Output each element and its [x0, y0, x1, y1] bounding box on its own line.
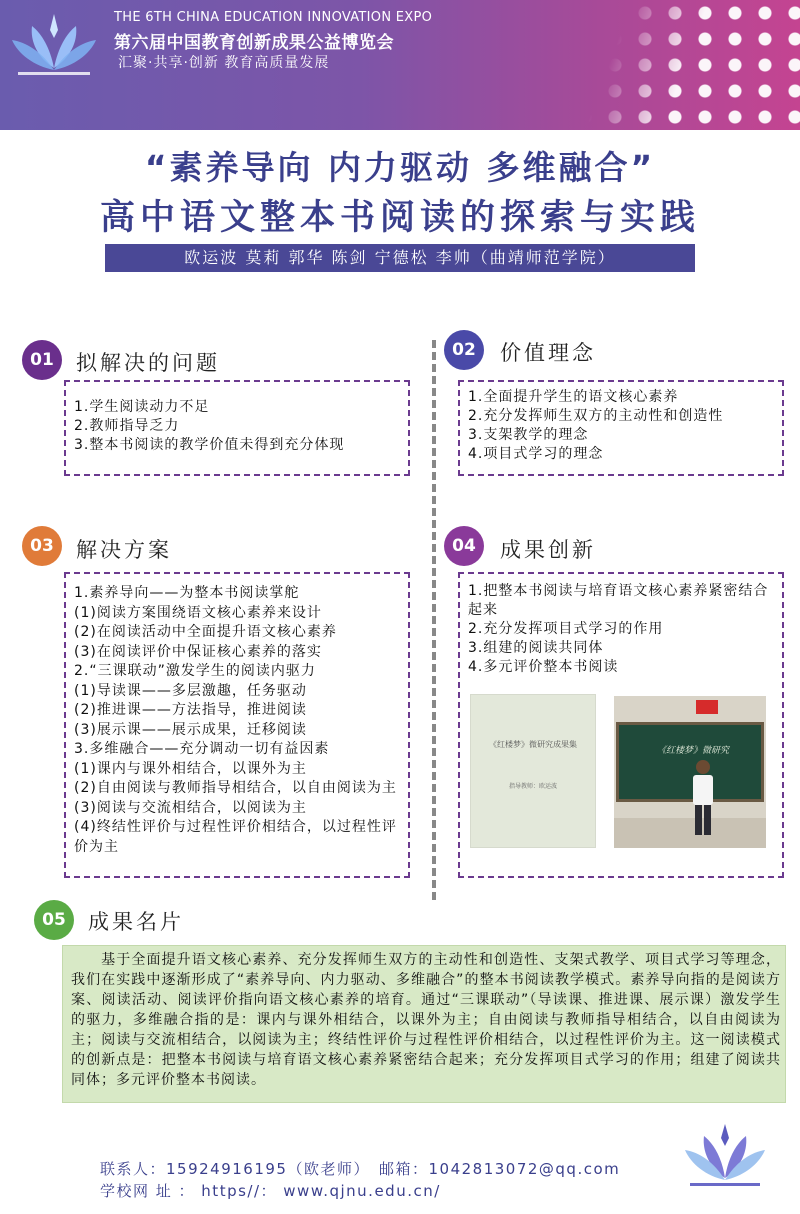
list-item: 3.组建的阅读共同体: [468, 640, 604, 656]
list-item: 1.学生阅读动力不足: [74, 399, 210, 415]
section-title-values: 价值理念: [500, 341, 596, 365]
list-item: 3.支架教学的理念: [468, 427, 589, 443]
section-title-problems: 拟解决的问题: [76, 351, 220, 375]
list-item: 2.充分发挥项目式学习的作用: [468, 621, 664, 637]
list-item: (3)阅读与交流相结合，以阅读为主: [74, 799, 307, 816]
expo-slogan: 汇聚·共享·创新 教育高质量发展: [118, 55, 330, 71]
list-item: (1)导读课——多层激趣，任务驱动: [74, 682, 307, 699]
booklet-subtitle: 指导教师：欧运波: [508, 783, 557, 790]
solutions-box: [64, 572, 410, 878]
section-badge-04: 04: [444, 526, 484, 566]
summary-text: 基于全面提升语文核心素养、充分发挥师生双方的主动性和创造性、支架式教学、项目式学习等理念，我们在实践中逐渐形成了“素养导向、内力驱动、多维融合”的整本书阅读教学模式。素养导向指的是阅读方案、阅读活动、阅读评价指向语文核心素养的培育。通过“三课联动”（导读课、推进课、展示课）激发学生的驱力，多维融合指的是：课内与课外相结合，以课外为主；自由阅读与教师指导相结合，以自由阅读为主；阅读与交流相结合，以阅读为主；终结性评价与过程性评价相结合，以过程性评价为主。这一阅读模式的创新点是：把整本书阅读与培育语文核心素养紧密结合起来；充分发挥项目式学习的作用；组建了阅读共同体；多元评价整本书阅读。: [71, 952, 781, 1088]
poster-title-line2: 高中语文整本书阅读的探索与实践: [99, 198, 700, 238]
student-figure-icon: [688, 758, 718, 838]
expo-header: [0, 0, 800, 130]
lotus-logo-icon: [8, 8, 100, 80]
list-item: 2.充分发挥师生双方的主动性和创造性: [468, 408, 724, 424]
section-badge-05: 05: [34, 900, 74, 940]
values-box: [458, 380, 784, 476]
lotus-logo-icon: [682, 1120, 768, 1190]
center-divider: [432, 340, 436, 900]
list-item: 3.整本书阅读的教学价值未得到充分体现: [74, 437, 345, 453]
booklet-title: 《红楼梦》微研究成果集: [489, 740, 577, 749]
list-item: 3.多维融合——充分调动一切有益因素: [74, 741, 330, 757]
list-item: 1.全面提升学生的语文核心素养: [468, 389, 679, 405]
section-badge-01: 01: [22, 340, 62, 380]
poster-title-line1: “素养导向 内力驱动 多维融合”: [144, 148, 656, 187]
section-badge-02: 02: [444, 330, 484, 370]
problems-box: [64, 380, 410, 476]
research-booklet-photo: [470, 694, 596, 848]
list-item: (2)在阅读活动中全面提升语文核心素养: [74, 624, 337, 640]
list-item: 2.“三课联动”激发学生的阅读内驱力: [74, 663, 316, 679]
list-item: (3)在阅读评价中保证核心素养的落实: [74, 643, 322, 660]
flag-shape: [696, 700, 718, 714]
summary-box: [62, 945, 786, 1103]
footer-website: 学校网 址 ： https//： www.qjnu.edu.cn/: [100, 1182, 441, 1200]
list-item: (2)推进课——方法指导，推进阅读: [74, 702, 307, 718]
header-dot-pattern: [540, 0, 800, 130]
list-item: 4.项目式学习的理念: [468, 446, 604, 462]
list-item: (4)终结性评价与过程性评价相结合，以过程性评价为主: [74, 819, 397, 855]
chalk-writing: 《红楼梦》微研究: [657, 746, 730, 756]
list-item: 2.教师指导乏力: [74, 418, 180, 434]
section-title-summary: 成果名片: [88, 910, 184, 934]
list-item: (2)自由阅读与教师指导相结合，以自由阅读为主: [74, 780, 397, 796]
list-item: (3)展示课——展示成果，迁移阅读: [74, 721, 307, 738]
classroom-photo: [614, 696, 766, 848]
authors-bar: 欧运波 莫莉 郭华 陈剑 宁德松 李帅（曲靖师范学院）: [105, 244, 695, 272]
list-item: 1.把整本书阅读与培育语文核心素养紧密结合起来: [468, 583, 769, 618]
list-item: 4.多元评价整本书阅读: [468, 659, 619, 675]
section-title-innovation: 成果创新: [500, 538, 596, 562]
list-item: (1)课内与课外相结合，以课外为主: [74, 760, 307, 777]
expo-chinese-title: 第六届中国教育创新成果公益博览会: [114, 33, 394, 53]
list-item: (1)阅读方案围绕语文核心素养来设计: [74, 604, 322, 621]
section-title-solutions: 解决方案: [76, 538, 172, 562]
list-item: 1.素养导向——为整本书阅读掌舵: [74, 585, 300, 601]
section-badge-03: 03: [22, 526, 62, 566]
expo-english-title: THE 6TH CHINA EDUCATION INNOVATION EXPO: [114, 10, 433, 25]
footer-contact: 联系人：15924916195（欧老师） 邮箱：1042813072@qq.com: [100, 1160, 621, 1178]
